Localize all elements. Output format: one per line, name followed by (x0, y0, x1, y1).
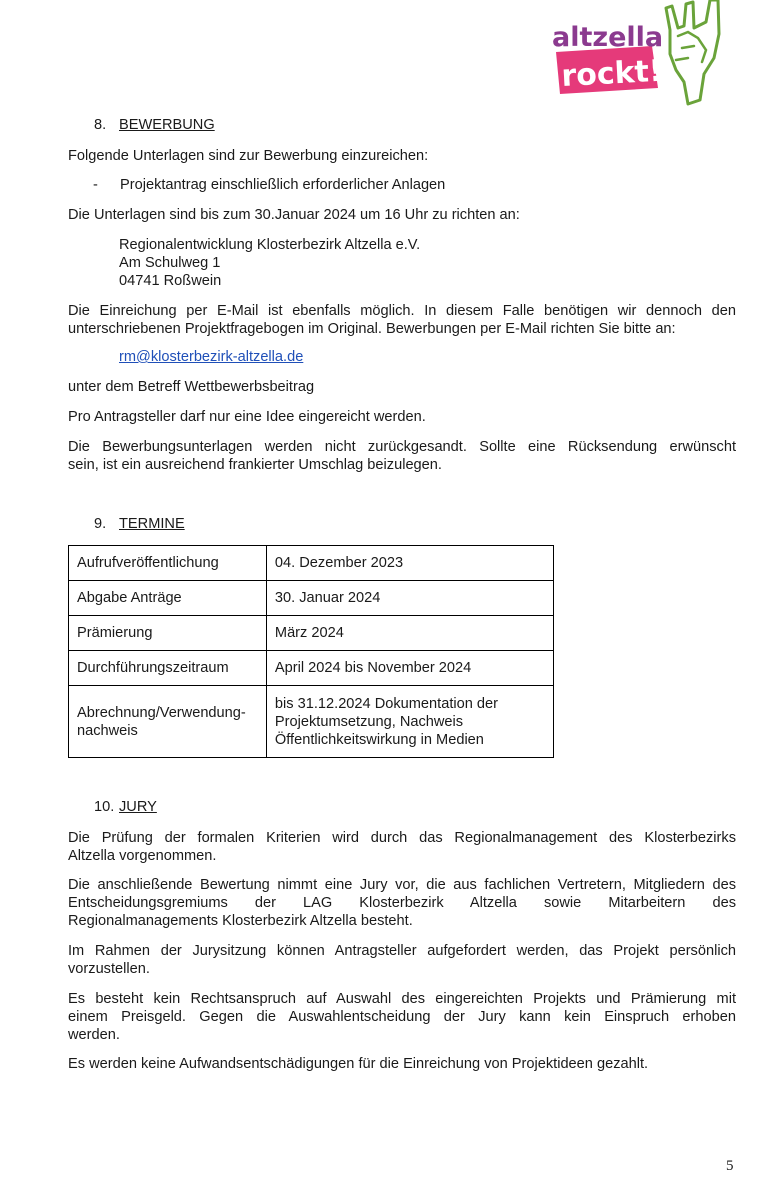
table-cell-value (266, 686, 553, 758)
section-title: JURY (119, 799, 157, 815)
section-9-heading (94, 515, 185, 533)
paragraph-line: sein, ist ein ausreichend frankierter Umschlag beizulegen. (68, 457, 442, 473)
paragraph-line: Altzella vorgenommen. (68, 848, 217, 864)
paragraph-line: Regionalmanagements Klosterbezirk Altzella besteht. (68, 913, 413, 929)
table-cell-label: Aufrufveröffentlichung (69, 546, 267, 581)
paragraph-line: Entscheidungsgremiums der LAG Klosterbezirk Altzella sowie Mitarbeitern des (68, 895, 736, 911)
jury-paragraph-1 (68, 829, 736, 865)
cell-line: Abrechnung/Verwendung- (77, 704, 246, 721)
table-cell-label: Prämierung (69, 616, 267, 651)
altzella-rockt-logo (548, 0, 738, 106)
jury-paragraph-5: Es werden keine Aufwandsentschädigungen für die Einreichung von Projektideen gezahlt. (68, 1056, 649, 1072)
table-cell-value: 04. Dezember 2023 (266, 546, 553, 581)
return-paragraph (68, 438, 736, 474)
paragraph-line: Die Prüfung der formalen Kriterien wird durch das Regionalmanagement des Klosterbezirks (68, 830, 736, 846)
table-row (69, 651, 554, 686)
rock-hand-icon (666, 0, 719, 104)
jury-paragraph-4 (68, 990, 736, 1044)
table-cell-value: April 2024 bis November 2024 (266, 651, 553, 686)
jury-paragraph-3 (68, 942, 736, 978)
email-link[interactable]: rm@klosterbezirk-altzella.de (119, 349, 304, 365)
table-cell-value: März 2024 (266, 616, 553, 651)
bullet-marker: - (93, 177, 98, 193)
paragraph-line: Die Einreichung per E-Mail ist ebenfalls möglich. In diesem Falle benötigen wir dennoch den (68, 303, 736, 319)
table-row (69, 581, 554, 616)
table-row (69, 546, 554, 581)
section-title: TERMINE (119, 516, 185, 532)
subject-text: unter dem Betreff Wettbewerbsbeitrag (68, 379, 315, 395)
email-paragraph (68, 302, 736, 338)
section-title: BEWERBUNG (119, 117, 215, 133)
cell-line: bis 31.12.2024 Dokumentation der (274, 695, 499, 712)
address-line: Regionalentwicklung Klosterbezirk Altzella e.V. (119, 237, 421, 253)
paragraph-line: werden. (68, 1027, 120, 1043)
section-number: 10. (94, 799, 115, 815)
section-10-heading (94, 798, 157, 816)
deadline-text: Die Unterlagen sind bis zum 30.Januar 2024 um 16 Uhr zu richten an: (68, 207, 520, 223)
section-8-heading (94, 116, 215, 134)
address-line: Am Schulweg 1 (119, 255, 221, 271)
cell-line: nachweis (77, 722, 138, 739)
cell-line: Projektumsetzung, Nachweis (274, 713, 464, 730)
table-cell-label: Durchführungszeitraum (69, 651, 267, 686)
one-idea-text: Pro Antragsteller darf nur eine Idee eingereicht werden. (68, 409, 426, 425)
paragraph-line: Im Rahmen der Jurysitzung können Antragsteller aufgefordert werden, das Projekt persönlich (68, 943, 736, 959)
section-number: 9. (94, 516, 107, 532)
paragraph-line: Es besteht kein Rechtsanspruch auf Auswahl des eingereichten Projekts und Prämierung mit (68, 991, 736, 1007)
paragraph-line: einem Preisgeld. Gegen die Auswahlentscheidung der Jury kann kein Einspruch erhoben (68, 1009, 736, 1025)
paragraph-line: vorzustellen. (68, 961, 150, 977)
table-cell-label: Abgabe Anträge (69, 581, 267, 616)
bullet-item: Projektantrag einschließlich erforderlicher Anlagen (120, 177, 446, 193)
logo-line1: altzella (552, 22, 664, 53)
section-number: 8. (94, 117, 107, 133)
table-cell-label (69, 686, 267, 758)
paragraph-line: unterschriebenen Projektfragebogen im Original. Bewerbungen per E-Mail richten Sie bitte an: (68, 321, 676, 337)
cell-line: Öffentlichkeitswirkung in Medien (274, 731, 484, 748)
page-number: 5 (726, 1158, 734, 1174)
logo-line2: rockt! (560, 53, 664, 94)
table-row (69, 616, 554, 651)
paragraph-line: Die Bewerbungsunterlagen werden nicht zurückgesandt. Sollte eine Rücksendung erwünscht (68, 439, 736, 455)
paragraph-line: Die anschließende Bewertung nimmt eine Jury vor, die aus fachlichen Vertretern, Mitgliedern des (68, 877, 736, 893)
table-cell-value: 30. Januar 2024 (266, 581, 553, 616)
termine-table (68, 545, 554, 758)
table-row (69, 686, 554, 758)
section-8-intro: Folgende Unterlagen sind zur Bewerbung einzureichen: (68, 148, 429, 164)
address-line: 04741 Roßwein (119, 273, 222, 289)
jury-paragraph-2 (68, 876, 736, 930)
